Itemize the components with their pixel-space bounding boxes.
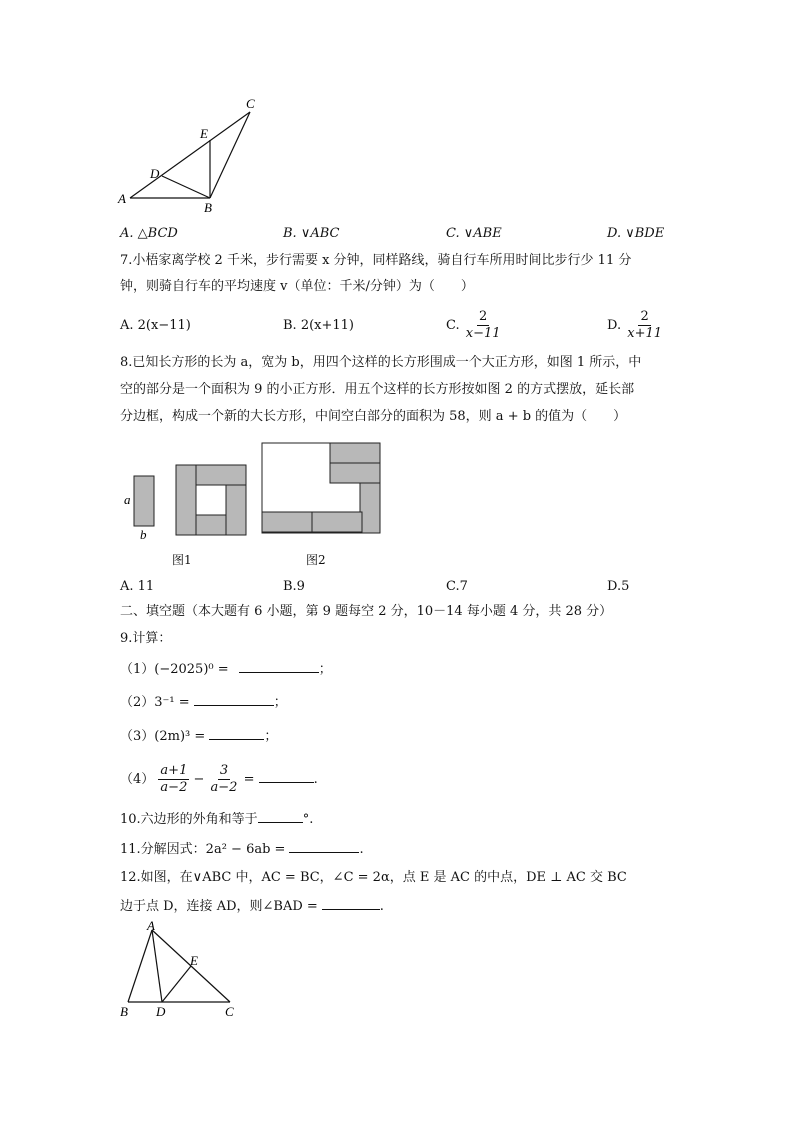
q9-title: 9.计算： bbox=[120, 631, 172, 646]
q9-part3-end: ； bbox=[264, 729, 278, 744]
q8-option-a[interactable]: A. 11 bbox=[120, 579, 155, 594]
segment-bc bbox=[210, 112, 250, 198]
segment-ac bbox=[130, 112, 250, 198]
q7-option-a[interactable]: A. 2(x−11) bbox=[120, 318, 191, 333]
q9-part2-end: ； bbox=[273, 695, 287, 710]
q12-triangle-figure bbox=[112, 918, 247, 1023]
answer-blank[interactable] bbox=[289, 840, 359, 853]
q9-part3 bbox=[120, 727, 277, 746]
fig1-caption: 图1 bbox=[172, 553, 192, 567]
label-a: A bbox=[118, 191, 126, 206]
q7-stem-line1: 7.小梧家离学校 2 千米，步行需要 x 分钟，同样路线，骑自行车所用时间比步行少 11 分 bbox=[120, 253, 632, 268]
label-c: C bbox=[246, 96, 255, 111]
q7-option-c-label: C. bbox=[446, 318, 460, 333]
denominator: a−2 bbox=[210, 780, 238, 795]
label-b: B bbox=[204, 200, 212, 215]
answer-blank[interactable] bbox=[209, 727, 264, 740]
segment-ad bbox=[152, 930, 162, 1002]
fig2-rect-4 bbox=[262, 512, 312, 532]
q9-part1 bbox=[120, 660, 332, 679]
fig1-rect-right bbox=[226, 485, 246, 535]
q6-option-c[interactable]: C. ∨ABE bbox=[446, 226, 502, 241]
label-e: E bbox=[190, 953, 198, 968]
label-d: D bbox=[150, 166, 160, 181]
q12-stem-line1: 12.如图，在∨ABC 中，AC = BC，∠C = 2α，点 E 是 AC 的中点，DE ⊥ AC 交 BC bbox=[120, 870, 627, 885]
label-d: D bbox=[156, 1004, 166, 1019]
single-rectangle bbox=[134, 476, 154, 526]
denominator: x+11 bbox=[627, 326, 663, 341]
q8-stem-line3: 分边框，构成一个新的大长方形，中间空白部分的面积为 58，则 a + b 的值为（ ） bbox=[120, 409, 627, 424]
segment-bd bbox=[162, 176, 210, 198]
numerator: a+1 bbox=[160, 763, 188, 778]
label-b: b bbox=[140, 527, 147, 542]
q12-stem-line2 bbox=[120, 897, 384, 916]
denominator: a−2 bbox=[160, 780, 188, 795]
q9-part3-expression: （3）(2m)³ = bbox=[120, 729, 206, 744]
q7-option-b[interactable]: B. 2(x+11) bbox=[283, 318, 354, 333]
fig2-rect-3 bbox=[360, 483, 380, 533]
q12-stem-line2-text: 边于点 D，连接 AD，则∠BAD = bbox=[120, 899, 318, 914]
segment-de bbox=[162, 966, 191, 1002]
fig1-rect-left bbox=[176, 465, 196, 535]
equals-sign: = bbox=[243, 772, 255, 787]
q8-option-c[interactable]: C.7 bbox=[446, 579, 468, 594]
label-a: a bbox=[124, 492, 131, 507]
minus-sign: − bbox=[193, 772, 205, 787]
q7-option-d[interactable] bbox=[607, 308, 664, 344]
q10 bbox=[120, 810, 313, 829]
q8-option-b[interactable]: B.9 bbox=[283, 579, 305, 594]
q9-part1-expression: （1）(−2025)⁰ = bbox=[120, 662, 229, 677]
q9-part2-expression: （2）3⁻¹ = bbox=[120, 695, 190, 710]
q10-text: 10.六边形的外角和等于 bbox=[120, 812, 258, 827]
segment-ab bbox=[128, 930, 152, 1002]
label-a: A bbox=[147, 918, 155, 933]
q9-part4 bbox=[120, 760, 318, 800]
q7-stem-line2: 钟，则骑自行车的平均速度 v（单位：千米/分钟）为（ ） bbox=[120, 279, 474, 294]
fig2-rect-2 bbox=[330, 463, 380, 483]
section2-title: 二、填空题（本大题有 6 小题，第 9 题每空 2 分，10－14 每小题 4 分，共 28 分） bbox=[120, 604, 613, 619]
q7-option-d-label: D. bbox=[607, 318, 622, 333]
q9-part4-fraction1 bbox=[158, 763, 189, 796]
q9-part4-fraction2 bbox=[209, 763, 240, 796]
fig2-caption: 图2 bbox=[306, 553, 326, 567]
q11 bbox=[120, 840, 364, 859]
q8-stem-line2: 空的部分是一个面积为 9 的小正方形．用五个这样的长方形按如图 2 的方式摆放，延长部 bbox=[120, 382, 635, 397]
q8-rectangles-figure bbox=[120, 440, 390, 575]
numerator: 2 bbox=[640, 309, 649, 324]
numerator: 3 bbox=[219, 763, 229, 778]
q10-end: °. bbox=[302, 812, 314, 827]
label-e: E bbox=[200, 126, 208, 141]
q12-end: . bbox=[379, 899, 384, 914]
q7-option-c-fraction bbox=[464, 309, 503, 342]
answer-blank[interactable] bbox=[239, 660, 319, 673]
q9-part1-end: ； bbox=[318, 662, 332, 677]
q6-option-d[interactable]: D. ∨BDE bbox=[607, 226, 665, 241]
q9-part4-label: （4） bbox=[120, 772, 155, 787]
answer-blank[interactable] bbox=[194, 693, 274, 706]
answer-blank[interactable] bbox=[258, 810, 303, 823]
q6-option-a[interactable]: A. △BCD bbox=[120, 226, 178, 241]
q7-option-c[interactable] bbox=[446, 308, 503, 344]
q8-option-d[interactable]: D.5 bbox=[607, 579, 630, 594]
label-c: C bbox=[225, 1004, 234, 1019]
fig2-rect-1 bbox=[330, 443, 380, 463]
answer-blank[interactable] bbox=[259, 770, 314, 783]
q11-end: . bbox=[359, 842, 364, 857]
q11-text: 11.分解因式：2a² − 6ab = bbox=[120, 842, 286, 857]
q9-part4-end: . bbox=[313, 772, 318, 787]
fig2-rect-5 bbox=[312, 512, 362, 532]
q7-option-d-fraction bbox=[625, 309, 664, 342]
q6-triangle-figure bbox=[110, 92, 270, 217]
denominator: x−11 bbox=[465, 326, 501, 341]
answer-blank[interactable] bbox=[322, 897, 380, 910]
label-b: B bbox=[120, 1004, 128, 1019]
numerator: 2 bbox=[479, 309, 488, 324]
q9-part2 bbox=[120, 693, 287, 712]
q6-option-b[interactable]: B. ∨ABC bbox=[283, 226, 340, 241]
q8-stem-line1: 8.已知长方形的长为 a，宽为 b，用四个这样的长方形围成一个大正方形，如图 1 所示，中 bbox=[120, 355, 642, 370]
